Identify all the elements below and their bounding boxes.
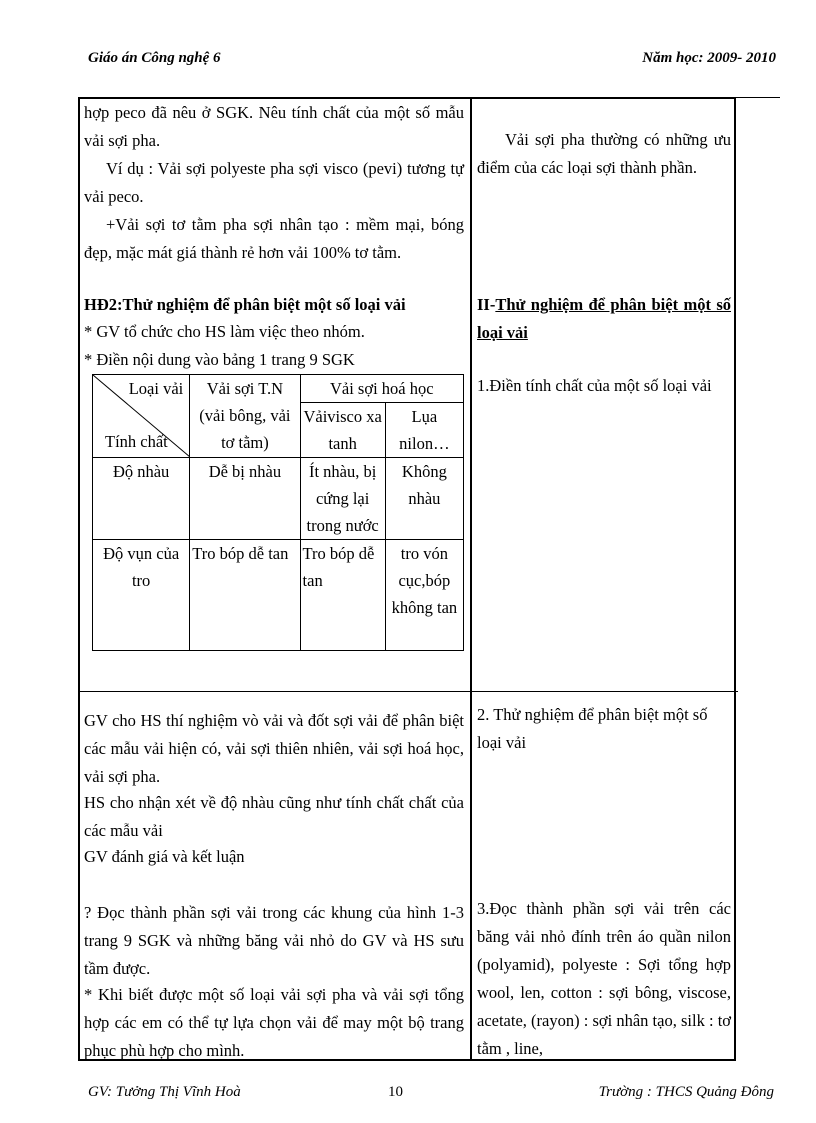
left-para-4: GV cho HS thí nghiệm vò vải và đốt sợi vải để phân biệt các mẫu vải hiện có, vải sợi thiên nhiên, vải sợi hoá học, vải sợi pha. xyxy=(84,711,464,786)
table-row xyxy=(93,540,464,651)
row2-lua: tro vón cục,bóp không tan xyxy=(385,540,463,651)
subsection-2: 2. Thử nghiệm để phân biệt một số loại vải xyxy=(477,705,708,752)
row1-natural: Dễ bị nhàu xyxy=(190,458,300,540)
section-ii-prefix: II- xyxy=(477,295,496,314)
header-right: Năm học: 2009- 2010 xyxy=(642,50,776,66)
left-para-7: ? Đọc thành phần sợi vải trong các khung của hình 1-3 trang 9 SGK và những băng vải nhỏ do GV và HS sưu tầm được. xyxy=(84,903,464,978)
header-tinh-chat: Tính chất xyxy=(105,432,168,451)
footer-teacher: GV: Tưởng Thị Vĩnh Hoà xyxy=(88,1084,241,1100)
row1-visco: Ít nhàu, bị cứng lại trong nước xyxy=(300,458,385,540)
page-number: 10 xyxy=(388,1084,403,1100)
row1-lua: Không nhàu xyxy=(385,458,463,540)
header-natural-fiber: Vải sợi T.N (vải bông, vải tơ tằm) xyxy=(190,375,300,458)
left-para-8: * Khi biết được một số loại vải sợi pha và vải sợi tổng hợp các em có thể tự lựa chọn vải để may một bộ trang phục phù hợp cho mình. xyxy=(84,985,464,1060)
left-bullet-2: * Điền nội dung vào bảng 1 trang 9 SGK xyxy=(84,350,355,369)
left-para-1: hợp peco đã nêu ở SGK. Nêu tính chất của một số mẫu vải sợi pha. xyxy=(84,103,464,150)
row1-label: Độ nhàu xyxy=(93,458,190,540)
row-divider xyxy=(78,691,738,692)
row2-visco: Tro bóp dễ tan xyxy=(300,540,385,651)
subsection-3: 3.Đọc thành phần sợi vải trên các băng vải nhỏ đính trên áo quần nilon (polyamid), polyeste : Sợi tổng hợp wool, len, cotton : sợi bông, viscose, acetate, (rayon) : sợi nhân tạo, silk : tơ tằm , line, xyxy=(477,899,731,1058)
left-para-3: +Vải sợi tơ tằm pha sợi nhân tạo : mềm mại, bóng đẹp, mặc mát giá thành rẻ hơn vải 100% tơ tằm. xyxy=(84,215,464,262)
left-para-5: HS cho nhận xét về độ nhàu cũng như tính chất chất của các mẫu vải xyxy=(84,793,464,840)
header-lua: Lụa nilon… xyxy=(385,403,463,458)
fabric-properties-table xyxy=(92,374,464,651)
header-chemical-fiber: Vải sợi hoá học xyxy=(300,375,463,403)
left-para-6: GV đánh giá và kết luận xyxy=(84,847,245,866)
table-corner-cell xyxy=(93,375,190,458)
hd2-heading: HĐ2:Thử nghiệm để phân biệt một số loại vải xyxy=(84,295,406,314)
header-left: Giáo án Công nghệ 6 xyxy=(88,50,221,66)
left-bullet-1: * GV tổ chức cho HS làm việc theo nhóm. xyxy=(84,322,365,341)
row2-natural: Tro bóp dễ tan xyxy=(190,540,300,651)
header-visco: Vảivisco xa tanh xyxy=(300,403,385,458)
header-loai-vai: Loại vải xyxy=(128,379,184,398)
right-para-1: Vải sợi pha thường có những ưu điểm của các loại sợi thành phần. xyxy=(477,130,731,177)
section-ii-title: Thử nghiệm để phân biệt một số loại vải xyxy=(477,295,731,342)
subsection-1: 1.Điền tính chất của một số loại vải xyxy=(477,376,712,395)
footer-school: Trường : THCS Quảng Đông xyxy=(598,1084,774,1100)
column-divider xyxy=(470,97,472,1061)
section-ii-heading xyxy=(477,291,731,347)
table-row xyxy=(93,458,464,540)
left-para-2: Ví dụ : Vải sợi polyeste pha sợi visco (pevi) tương tự vải peco. xyxy=(84,159,464,206)
row2-label: Độ vụn của tro xyxy=(93,540,190,651)
